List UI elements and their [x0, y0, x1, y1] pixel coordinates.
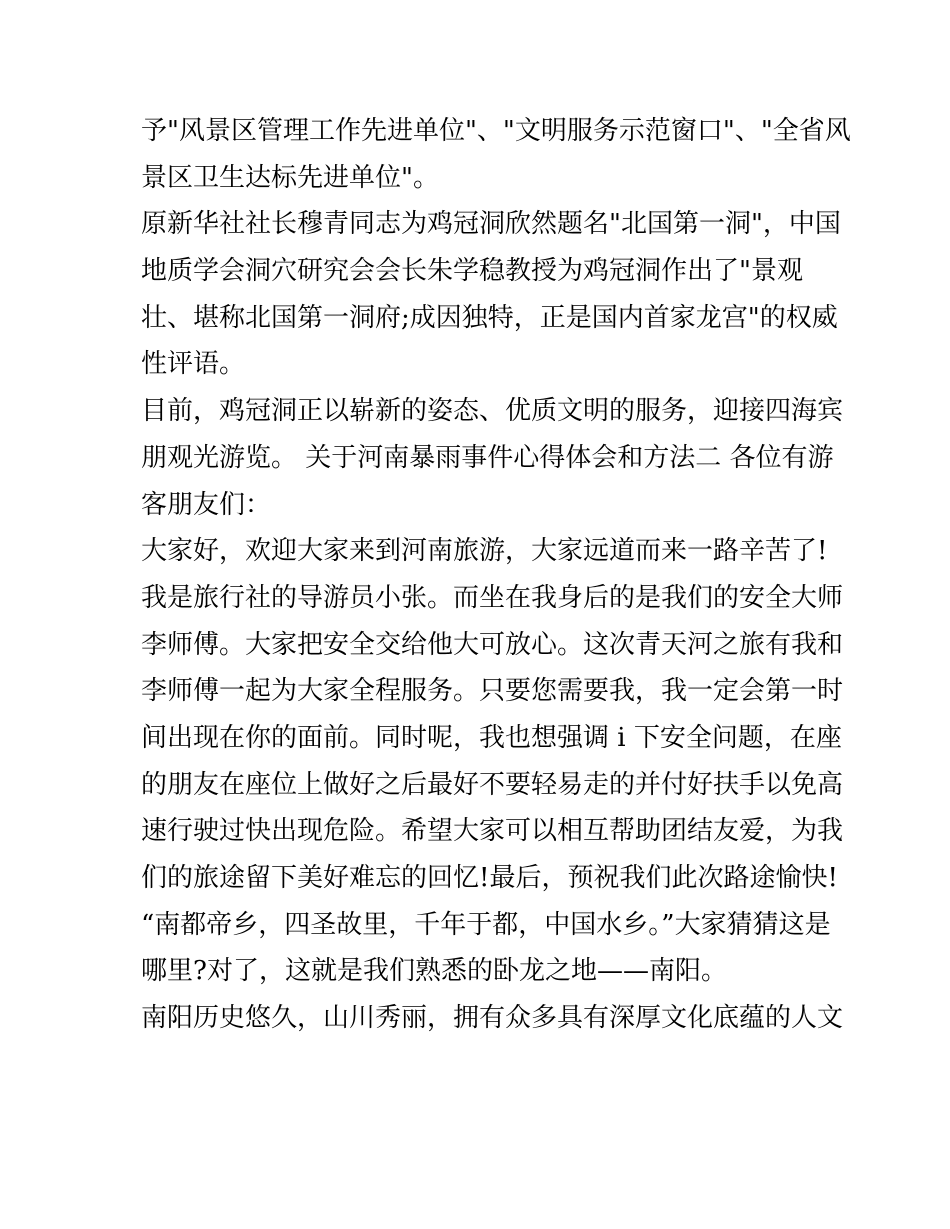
- text-line: 南阳历史悠久，山川秀丽，拥有众多具有深厚文化底蕴的人文: [141, 1003, 844, 1034]
- text-line: 李师傅一起为大家全程服务。只要您需要我，我一定会第一时: [141, 676, 844, 707]
- text-line: 朋观光游览。 关于河南暴雨事件心得体会和方法二 各位有游: [141, 442, 834, 473]
- text-line: 哪里?对了，这就是我们熟悉的卧龙之地——南阳。: [141, 956, 727, 987]
- text-line: 性评语。: [141, 349, 246, 380]
- text-line: 间出现在你的面前。同时呢，我也想强调 i 下安全问题，在座: [141, 722, 842, 753]
- text-line: 壮、堪称北国第一洞府;成因独特，正是国内首家龙宫"的权威: [141, 302, 838, 333]
- text-line: 景区卫生达标先进单位"。: [141, 162, 439, 193]
- text-line: 我是旅行社的导游员小张。而坐在我身后的是我们的安全大师: [141, 582, 844, 613]
- text-line: “南都帝乡，四圣故里，千年于都，中国水乡。”大家猜猜这是: [141, 909, 831, 940]
- text-line: 予"风景区管理工作先进单位"、"文明服务示范窗口"、"全省风: [141, 116, 851, 146]
- text-line: 李师傅。大家把安全交给他大可放心。这次青天河之旅有我和: [141, 629, 844, 660]
- text-line: 的朋友在座位上做好之后最好不要轻易走的并付好扶手以免高: [141, 769, 844, 800]
- text-line: 速行驶过快出现危险。希望大家可以相互帮助团结友爱，为我: [141, 816, 844, 847]
- text-line: 地质学会洞穴研究会会长朱学稳教授为鸡冠洞作出了"景观: [141, 256, 803, 287]
- text-line: 客朋友们：: [141, 489, 272, 520]
- text-line: 目前，鸡冠洞正以崭新的姿态、优质文明的服务，迎接四海宾: [141, 396, 844, 427]
- text-line: 原新华社社长穆青同志为鸡冠洞欣然题名"北国第一洞"，中国: [141, 209, 841, 240]
- text-line: 大家好，欢迎大家来到河南旅游，大家远道而来一路辛苦了!: [141, 536, 828, 567]
- text-line: 们的旅途留下美好难忘的回忆!最后，预祝我们此次路途愉快!: [141, 863, 838, 893]
- body-text: [141, 108, 851, 1042]
